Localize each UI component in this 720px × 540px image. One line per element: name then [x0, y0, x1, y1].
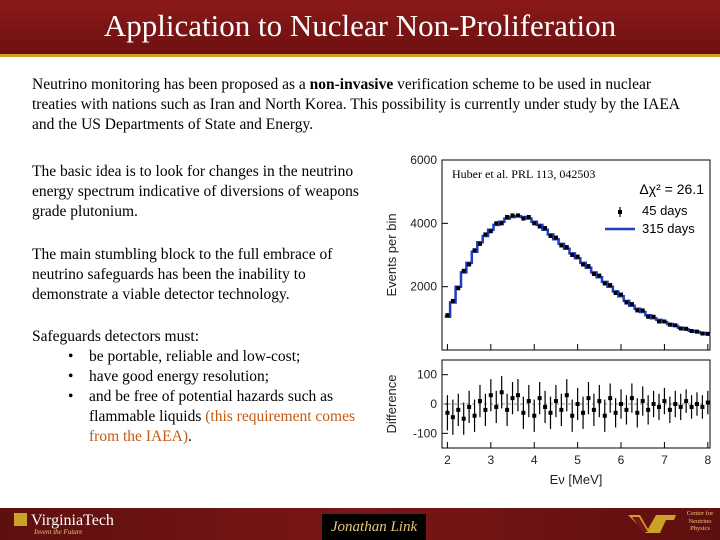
- list-item-text: be portable, reliable and low-cost;: [89, 348, 301, 365]
- data-point-45-days: [489, 229, 493, 233]
- difference-point: [668, 408, 672, 412]
- difference-point: [576, 402, 580, 406]
- difference-point: [684, 399, 688, 403]
- data-point-45-days: [706, 332, 710, 336]
- difference-point: [467, 405, 471, 409]
- x-tick-label: 8: [704, 453, 712, 467]
- data-point-45-days: [549, 234, 553, 238]
- x-axis-label: Eν [MeV]: [549, 472, 603, 487]
- difference-point: [586, 396, 590, 400]
- data-point-45-days: [597, 274, 601, 278]
- difference-point: [608, 396, 612, 400]
- data-point-45-days: [467, 263, 471, 267]
- difference-point: [597, 399, 601, 403]
- difference-point: [646, 408, 650, 412]
- y-tick-label: 0: [430, 397, 437, 411]
- x-tick-label: 2: [444, 453, 451, 467]
- difference-point: [483, 408, 487, 412]
- y-axis-label-top: Events per bin: [384, 213, 399, 297]
- data-point-45-days: [608, 283, 612, 287]
- difference-point: [635, 411, 639, 415]
- data-point-45-days: [684, 327, 688, 331]
- data-point-45-days: [473, 248, 477, 252]
- data-point-45-days: [511, 213, 515, 217]
- x-tick-label: 7: [661, 453, 668, 467]
- legend-label-45-days: 45 days: [642, 203, 688, 218]
- difference-point: [630, 396, 634, 400]
- slide-title: Application to Nuclear Non-Proliferation: [0, 0, 720, 54]
- data-point-45-days: [527, 215, 531, 219]
- list-item: [32, 347, 377, 367]
- data-point-45-days: [570, 253, 574, 257]
- difference-point: [624, 408, 628, 412]
- iaea-note: (this requirement comes from the IAEA): [89, 408, 356, 445]
- difference-point: [473, 414, 477, 418]
- difference-point: [478, 399, 482, 403]
- data-point-45-days: [619, 293, 623, 297]
- intro-bold: non-invasive: [309, 76, 394, 93]
- stumbling-block-paragraph: The main stumbling block to the full embrace of neutrino safeguards has been the inability to demonstrate a viable detector technology.: [32, 246, 333, 303]
- data-point-45-days: [646, 315, 650, 319]
- data-point-45-days: [516, 213, 520, 217]
- data-point-45-days: [532, 221, 536, 225]
- difference-point: [527, 399, 531, 403]
- data-point-45-days: [494, 221, 498, 225]
- y-tick-label: 2000: [410, 279, 437, 294]
- difference-point: [456, 408, 460, 412]
- difference-point: [489, 393, 493, 397]
- safeguards-list: [32, 347, 377, 447]
- logo-text: VirginiaTech: [31, 512, 114, 529]
- data-point-45-days: [538, 225, 542, 229]
- difference-point: [451, 415, 455, 419]
- difference-point: [641, 399, 645, 403]
- difference-point: [505, 408, 509, 412]
- data-point-45-days: [445, 313, 449, 317]
- bullet-glyph: •: [68, 368, 74, 385]
- difference-point: [494, 405, 498, 409]
- difference-point: [657, 405, 661, 409]
- data-point-45-days: [673, 323, 677, 327]
- difference-point: [695, 402, 699, 406]
- intro-text-a: Neutrino monitoring has been proposed as a: [32, 76, 310, 93]
- center-label: Center for Neutrino Physics: [686, 510, 714, 532]
- data-point-45-days: [565, 245, 569, 249]
- difference-point: [614, 411, 618, 415]
- data-point-45-days: [451, 299, 455, 303]
- delta-chi2-annotation: Δχ² = 26.1: [639, 181, 704, 197]
- data-point-45-days: [521, 217, 525, 221]
- difference-point: [565, 393, 569, 397]
- note-period: .: [188, 428, 192, 445]
- y-tick-label: 4000: [410, 216, 437, 231]
- difference-point: [511, 396, 515, 400]
- difference-point: [679, 405, 683, 409]
- basic-idea-paragraph: The basic idea is to look for changes in the neutrino energy spectrum indicative of diversions of weapons grade plutonium.: [32, 163, 359, 220]
- bullet-glyph: •: [68, 388, 74, 405]
- author-name: Jonathan Link: [322, 514, 426, 540]
- legend-marker-45-days: [618, 210, 622, 214]
- y-tick-label: 100: [416, 367, 437, 382]
- data-point-45-days: [500, 221, 504, 225]
- title-underline: [0, 54, 720, 57]
- data-point-45-days: [576, 255, 580, 259]
- data-point-45-days: [700, 332, 704, 336]
- data-point-45-days: [603, 282, 607, 286]
- safeguards-heading: Safeguards detectors must:: [32, 328, 200, 345]
- vt-shield-icon: [14, 513, 27, 526]
- data-point-45-days: [592, 272, 596, 276]
- data-point-45-days: [483, 232, 487, 236]
- data-point-45-days: [657, 320, 661, 324]
- data-point-45-days: [679, 326, 683, 330]
- difference-point: [532, 414, 536, 418]
- difference-point: [581, 411, 585, 415]
- data-point-45-days: [586, 264, 590, 268]
- safeguards-section: [32, 327, 377, 447]
- difference-point: [570, 414, 574, 418]
- data-point-45-days: [641, 308, 645, 312]
- x-tick-label: 3: [487, 453, 495, 467]
- x-tick-label: 6: [617, 453, 625, 467]
- list-item-text: and be free of potential hazards such as flammable liquids: [89, 388, 334, 425]
- data-point-45-days: [543, 226, 547, 230]
- data-point-45-days: [456, 286, 460, 290]
- data-point-45-days: [635, 308, 639, 312]
- data-point-45-days: [690, 329, 694, 333]
- difference-point: [603, 414, 607, 418]
- difference-point: [462, 417, 466, 421]
- difference-point: [592, 408, 596, 412]
- data-point-45-days: [462, 269, 466, 273]
- difference-point: [700, 405, 704, 409]
- difference-point: [543, 405, 547, 409]
- y-tick-label: -100: [412, 426, 437, 441]
- difference-point: [652, 402, 656, 406]
- difference-point: [516, 393, 520, 397]
- difference-point: [559, 408, 563, 412]
- data-point-45-days: [478, 242, 482, 246]
- difference-point: [706, 401, 710, 405]
- intro-paragraph: [32, 75, 692, 135]
- difference-point: [538, 396, 542, 400]
- difference-point: [662, 399, 666, 403]
- vt-monogram-icon: [626, 512, 678, 536]
- legend-label-315-days: 315 days: [642, 221, 695, 236]
- intro-text-b: verification scheme to be used in nuclear treaties with nations such as Iran and North Korea. This possibility is currently under study by the IAEA and the US Departments of State and Energy.: [32, 76, 680, 133]
- list-item: [32, 387, 377, 447]
- data-point-45-days: [581, 263, 585, 267]
- data-point-45-days: [662, 320, 666, 324]
- data-point-45-days: [505, 215, 509, 219]
- data-point-45-days: [652, 315, 656, 319]
- difference-point: [554, 399, 558, 403]
- difference-point: [549, 411, 553, 415]
- difference-point: [673, 402, 677, 406]
- difference-point: [619, 402, 623, 406]
- citation-text: Huber et al. PRL 113, 042503: [452, 167, 596, 181]
- virginia-tech-logo: [14, 512, 114, 536]
- difference-point: [500, 390, 504, 394]
- data-point-45-days: [559, 244, 563, 248]
- difference-point: [521, 411, 525, 415]
- y-tick-label: 6000: [410, 153, 437, 167]
- y-axis-label-bottom: Difference: [384, 374, 399, 434]
- x-tick-label: 4: [530, 453, 538, 467]
- x-tick-label: 5: [574, 453, 581, 467]
- data-point-45-days: [614, 291, 618, 295]
- data-point-45-days: [554, 236, 558, 240]
- bullet-glyph: •: [68, 348, 74, 365]
- difference-point: [445, 411, 449, 415]
- list-item-text: have good energy resolution;: [89, 368, 270, 385]
- data-point-45-days: [624, 301, 628, 305]
- list-item: [32, 367, 377, 387]
- data-point-45-days: [695, 330, 699, 334]
- data-point-45-days: [630, 302, 634, 306]
- logo-tagline: Invent the Future: [34, 528, 83, 536]
- data-point-45-days: [668, 323, 672, 327]
- difference-point: [690, 405, 694, 409]
- footer-bar: [0, 508, 720, 540]
- spectrum-chart: [380, 150, 720, 495]
